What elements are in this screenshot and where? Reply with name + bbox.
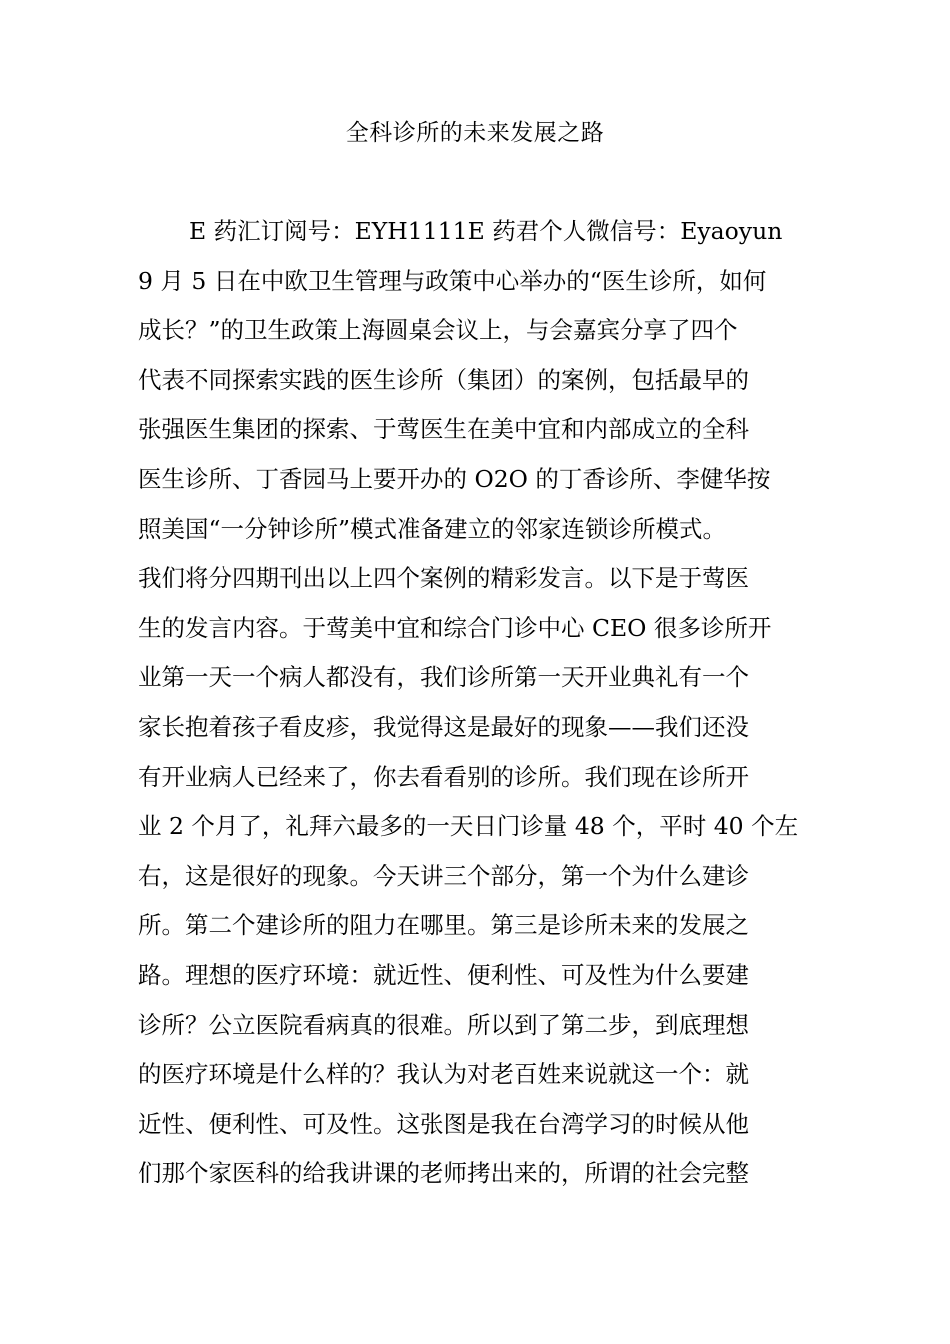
body-line: 医生诊所、丁香园马上要开办的 O2O 的丁香诊所、李健华按 bbox=[138, 464, 771, 493]
body-line: 右，这是很好的现象。今天讲三个部分，第一个为什么建诊 bbox=[138, 861, 749, 890]
body-line: 诊所？公立医院看病真的很难。所以到了第二步，到底理想 bbox=[138, 1010, 749, 1039]
body-line: E 药汇订阅号：EYH1111E 药君个人微信号：Eyaoyun bbox=[189, 217, 783, 245]
body-line: 9 月 5 日在中欧卫生管理与政策中心举办的“医生诊所，如何 bbox=[138, 266, 767, 295]
body-line: 家长抱着孩子看皮疹，我觉得这是最好的现象——我们还没 bbox=[138, 712, 749, 741]
body-line: 近性、便利性、可及性。这张图是我在台湾学习的时候从他 bbox=[138, 1109, 749, 1138]
document-body bbox=[138, 207, 828, 1199]
body-line: 我们将分四期刊出以上四个案例的精彩发言。以下是于莺医 bbox=[138, 564, 749, 593]
body-line: 业 2 个月了，礼拜六最多的一天日门诊量 48 个，平时 40 个左 bbox=[138, 812, 799, 841]
body-line: 生的发言内容。于莺美中宜和综合门诊中心 CEO 很多诊所开 bbox=[138, 613, 772, 642]
body-line: 有开业病人已经来了，你去看看别的诊所。我们现在诊所开 bbox=[138, 762, 749, 791]
body-line: 的医疗环境是什么样的？我认为对老百姓来说就这一个：就 bbox=[138, 1060, 749, 1089]
body-line: 张强医生集团的探索、于莺医生在美中宜和内部成立的全科 bbox=[138, 415, 749, 444]
body-line: 业第一天一个病人都没有，我们诊所第一天开业典礼有一个 bbox=[138, 663, 749, 692]
body-line: 路。理想的医疗环境：就近性、便利性、可及性为什么要建 bbox=[138, 960, 749, 989]
body-line: 们那个家医科的给我讲课的老师拷出来的，所谓的社会完整 bbox=[138, 1159, 749, 1188]
body-line: 所。第二个建诊所的阻力在哪里。第三是诊所未来的发展之 bbox=[138, 911, 749, 940]
body-line: 成长？”的卫生政策上海圆桌会议上，与会嘉宾分享了四个 bbox=[138, 316, 738, 345]
body-line: 照美国“一分钟诊所”模式准备建立的邻家连锁诊所模式。 bbox=[138, 514, 727, 543]
document-title: 全科诊所的未来发展之路 bbox=[345, 120, 605, 146]
body-line: 代表不同探索实践的医生诊所（集团）的案例，包括最早的 bbox=[138, 365, 749, 394]
